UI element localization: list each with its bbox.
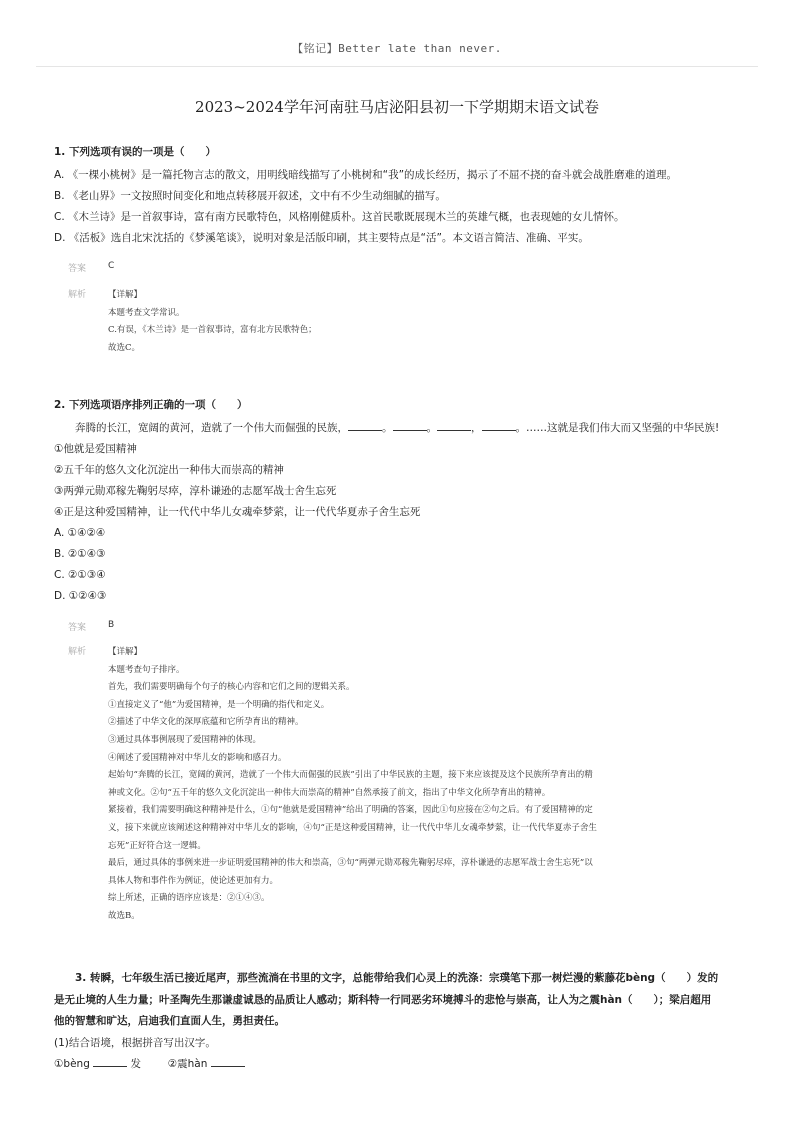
q2-stem-end: ……这就是我们伟大而又坚强的中华民族!: [526, 422, 720, 434]
analysis-line: ③通过具体事例展现了爱国精神的体现。: [108, 734, 262, 745]
q1-option-c: C. 《木兰诗》是一首叙事诗，富有南方民歌特色，风格刚健质朴。这首民歌既展现木兰的英雄气概，也表现她的女儿情怀。: [54, 211, 625, 223]
q3-fill-line: [54, 1054, 744, 1076]
q3-fill-1-blank[interactable]: [93, 1054, 127, 1067]
q2-option-a: A. ①④②④: [54, 527, 106, 539]
analysis-line: 最后，通过具体的事例来进一步证明爱国精神的伟大和崇高，③句“两弹元勋邓稼先鞠躬尽瘁，淳朴谦逊的志愿军战士舍生忘死”以: [108, 858, 593, 869]
q2-sentence-2: ②五千年的悠久文化沉淀出一种伟大而崇高的精神: [54, 464, 284, 476]
analysis-line: 忘死”正好符合这一逻辑。: [108, 840, 206, 851]
q2-stem-start: 奔腾的长江，宽阔的黄河，造就了一个伟大而倔强的民族，: [75, 422, 348, 434]
analysis-line: 神或文化。②句“五千年的悠久文化沉淀出一种伟大而崇高的精神”自然承接了前文，指出了中华文化所孕育出的精神。: [108, 787, 551, 798]
q2-option-d: D. ①②④③: [54, 590, 107, 602]
q3-fill-2-blank[interactable]: [211, 1054, 245, 1067]
question-2-title: 2. 下列选项语序排列正确的一项（ ）: [54, 399, 248, 411]
q3-sub-question-1: (1)结合语境，根据拼音写出汉字。: [54, 1036, 216, 1049]
q1-analysis: [108, 287, 728, 357]
analysis-line: 故选B。: [108, 910, 140, 921]
q2-analysis: [108, 644, 728, 926]
q2-option-b: B. ②①④③: [54, 548, 106, 560]
q2-blank: [348, 418, 382, 431]
q2-blank: [482, 418, 516, 431]
q1-option-d: D. 《活板》选自北宋沈括的《梦溪笔谈》，说明对象是活版印刷，其主要特点是“活”。本文语言简洁、准确、平实。: [54, 232, 589, 244]
analysis-line: 本题考查句子排序。: [108, 664, 185, 675]
analysis-line: 故选C。: [108, 342, 141, 353]
answer-label: 答案: [68, 264, 87, 274]
analysis-label: 解析: [68, 647, 87, 657]
q2-option-c: C. ②①③④: [54, 569, 106, 581]
q3-line-1: 3. 转瞬，七年级生活已接近尾声，那些流淌在书里的文字，总能带给我们心灵上的洗涤：宗璞笔下那一树烂漫的紫藤花bèng（ ）发的: [75, 972, 719, 984]
analysis-line: ①直接定义了“他”为爱国精神，是一个明确的指代和定义。: [108, 699, 330, 710]
question-1: [54, 145, 744, 249]
analysis-line: 综上所述，正确的语序应该是：②①④③。: [108, 893, 270, 904]
page-title: 2023~2024学年河南驻马店泌阳县初一下学期期末语文试卷: [195, 98, 599, 116]
analysis-line: 义，接下来就应该阐述这种精神对中华儿女的影响，④句“正是这种爱国精神，让一代代中华儿女魂牵梦萦，让一代代华夏赤子舍生: [108, 822, 597, 833]
q2-sentence-3: ③两弹元勋邓稼先鞠躬尽瘁，淳朴谦逊的志愿军战士舍生忘死: [54, 485, 337, 497]
question-1-title: 1. 下列选项有误的一项是（ ）: [54, 146, 216, 158]
q2-blank: [393, 418, 427, 431]
q3-fill-1-suffix: 发: [130, 1058, 142, 1070]
question-2: [54, 398, 744, 607]
analysis-line: 【详解】: [108, 647, 143, 657]
analysis-label: 解析: [68, 290, 87, 300]
analysis-line: 首先，我们需要明确每个句子的核心内容和它们之间的逻辑关系。: [108, 682, 355, 693]
q2-sentence-4: ④正是这种爱国精神，让一代代中华儿女魂牵梦萦，让一代代华夏赤子舍生忘死: [54, 506, 421, 518]
header-divider: [36, 66, 758, 67]
q3-fill-1-prefix: ①bèng: [54, 1058, 90, 1070]
q2-sentence-1: ①他就是爱国精神: [54, 443, 137, 455]
analysis-line: 具体人物和事件作为例证，使论述更加有力。: [108, 875, 279, 886]
analysis-line: ④阐述了爱国精神对中华儿女的影响和感召力。: [108, 752, 287, 763]
header-motto: 【铭记】Better late than never.: [292, 42, 502, 55]
answer-value: C: [108, 261, 115, 271]
q1-option-b: B. 《老山界》一文按照时间变化和地点转移展开叙述，文中有不少生动细腻的描写。: [54, 190, 446, 202]
analysis-line: 起始句“奔腾的长江，宽阔的黄河，造就了一个伟大而倔强的民族”引出了中华民族的主题，接下来应该提及这个民族所孕育出的精: [108, 770, 593, 781]
q3-line-2: 是无止境的人生力量；叶圣陶先生那谦虚诚恳的品质让人感动；斯科特一行同恶劣环境搏斗的悲怆与崇高，让人为之震hàn（ ）；梁启超用: [54, 993, 712, 1006]
analysis-line: ②描述了中华文化的深厚底蕴和它所孕育出的精神。: [108, 717, 304, 728]
q3-line-3: 他的智慧和旷达，启迪我们直面人生，勇担责任。: [54, 1015, 285, 1027]
answer-label: 答案: [68, 623, 87, 633]
question-3: [54, 968, 744, 1076]
q3-fill-2-prefix: ②震hàn: [167, 1058, 208, 1070]
answer-value: B: [108, 620, 115, 630]
analysis-line: C.有误，《木兰诗》是一首叙事诗，富有北方民歌特色；: [108, 325, 317, 336]
analysis-line: 【详解】: [108, 290, 143, 300]
analysis-line: 紧接着，我们需要明确这种精神是什么，①句“他就是爱国精神”给出了明确的答案，因此①句应接在②句之后。有了爱国精神的定: [108, 805, 593, 816]
q1-option-a: A. 《一棵小桃树》是一篇托物言志的散文，用明线暗线描写了小桃树和“我”的成长经历，揭示了不屈不挠的奋斗就会战胜磨难的道理。: [54, 169, 678, 181]
q2-blank: [437, 418, 471, 431]
analysis-line: 本题考查文学常识。: [108, 307, 185, 318]
q2-stem: 奔腾的长江，宽阔的黄河，造就了一个伟大而倔强的民族， 。 。 ， 。……这就是我们伟大而又坚强的中华民族!: [54, 418, 744, 439]
